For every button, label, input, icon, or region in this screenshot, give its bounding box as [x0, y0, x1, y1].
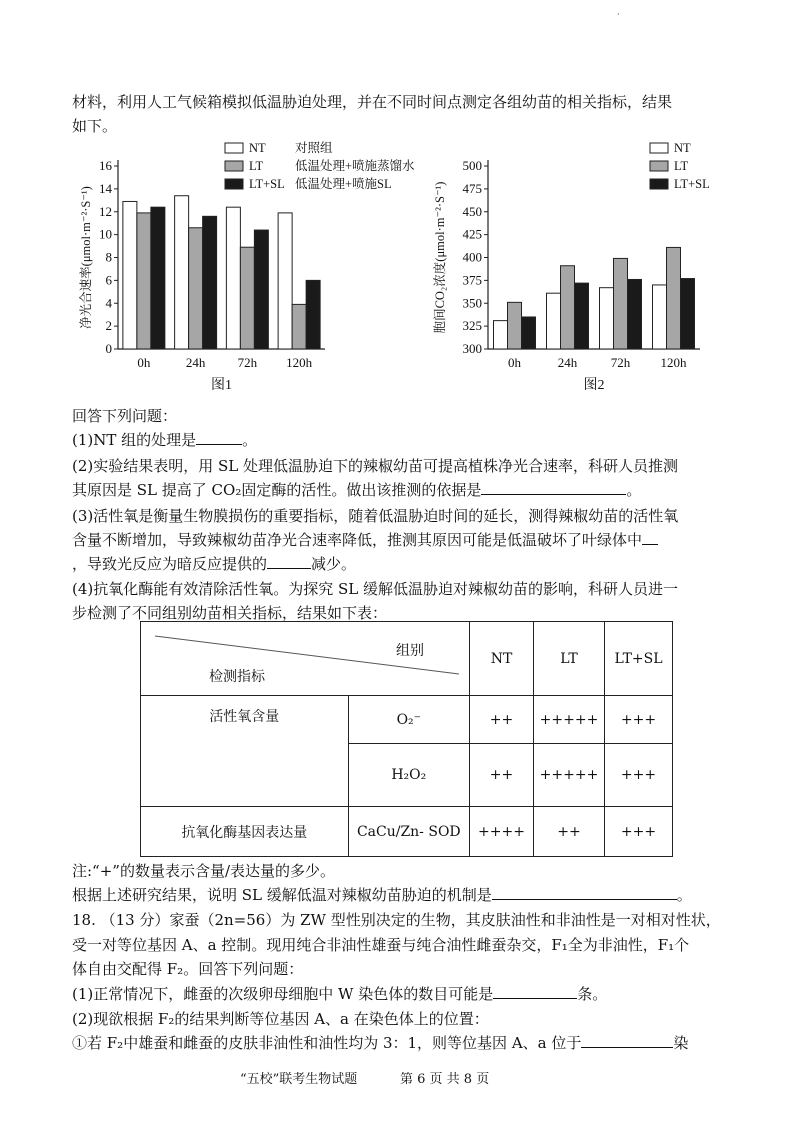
table-cell: +++	[605, 807, 673, 857]
legend-swatch	[650, 161, 668, 171]
bar-lt	[137, 213, 151, 349]
group-antioxidant-gene: 抗氧化酶基因表达量	[141, 807, 349, 857]
y-tick-label: 14	[99, 180, 112, 196]
bar-lt	[561, 266, 575, 349]
legend-label: NT	[249, 141, 266, 155]
y-tick-label: 450	[462, 203, 482, 219]
corner-label-indicator: 检测指标	[209, 669, 265, 685]
table-cell: ++++	[470, 807, 534, 857]
answer-blank-q18-1[interactable]	[493, 983, 577, 999]
results-table	[140, 621, 673, 857]
bar-lt	[508, 302, 522, 349]
bar-nt	[123, 201, 137, 349]
bar-nt	[278, 213, 292, 349]
table-cell: ++	[470, 696, 534, 744]
corner-label-group: 组别	[396, 643, 424, 659]
bar-lt	[614, 258, 628, 349]
group-reactive-oxygen: 活性氧含量	[141, 696, 349, 807]
y-tick-label: 0	[105, 341, 112, 356]
y-tick-label: 425	[462, 226, 482, 242]
y-tick-label: 475	[462, 180, 482, 196]
bar-nt	[653, 285, 667, 349]
table-row-indicator: H₂O₂	[348, 744, 469, 807]
bar-lt-sl	[254, 230, 268, 349]
figure-1-net-photosynthesis-chart	[70, 138, 430, 400]
x-tick-label: 0h	[137, 355, 151, 370]
legend-label: LT+SL	[674, 177, 710, 191]
q18-line-2: 受一对等位基因 A、a 控制。现用纯合非油性雄蚕与纯合油性雌蚕杂交，F₁全为非油性，F₁个	[72, 936, 690, 954]
legend-swatch	[650, 179, 668, 189]
table-note: 注:“+”的数量表示含量/表达量的多少。	[72, 862, 336, 880]
table-cell: +++	[605, 696, 673, 744]
table-cell: +++	[605, 744, 673, 807]
intro-line-2: 如下。	[72, 117, 118, 135]
bar-lt-sl	[522, 317, 536, 349]
question-3-line-2: 含量不断增加，导致辣椒幼苗净光合速率降低，推测其原因可能是低温破坏了叶绿体中	[72, 529, 658, 551]
question-2-line-2: 其原因是 SL 提高了 CO₂固定酶的活性。做出该推测的依据是 。	[72, 481, 642, 499]
table-row-indicator: CaCu/Zn- SOD	[348, 807, 469, 857]
legend-description: 低温处理+喷施SL	[295, 177, 392, 191]
table-cell: +++++	[534, 696, 605, 744]
bar-lt-sl	[151, 207, 165, 349]
question-3-line-3: ，导致光反应为暗反应提供的 减少。	[72, 555, 357, 573]
x-tick-label: 120h	[286, 355, 313, 370]
q18-sub-1: (1)正常情况下，雌蚕的次级卵母细胞中 W 染色体的数目可能是 条。	[72, 985, 608, 1003]
y-tick-label: 10	[99, 226, 112, 242]
y-tick-label: 6	[105, 272, 112, 288]
y-tick-label: 16	[99, 158, 112, 173]
chart-title: 图1	[211, 378, 232, 393]
y-tick-label: 325	[462, 318, 482, 334]
x-tick-label: 24h	[557, 355, 578, 370]
bar-nt	[494, 321, 508, 349]
legend-description: 对照组	[295, 141, 333, 155]
legend-label: LT+SL	[249, 177, 285, 191]
bar-lt-sl	[628, 279, 642, 349]
legend-description: 低温处理+喷施蒸馏水	[295, 159, 415, 173]
y-tick-label: 300	[462, 341, 482, 356]
answer-blank-mechanism[interactable]	[492, 884, 677, 900]
legend-swatch	[225, 143, 243, 153]
col-header-nt: NT	[470, 622, 534, 696]
legend-label: NT	[674, 141, 691, 155]
answer-blank-q18-2[interactable]	[581, 1032, 673, 1048]
y-tick-label: 12	[99, 203, 112, 219]
col-header-lt-sl: LT+SL	[605, 622, 673, 696]
legend-label: LT	[249, 159, 264, 173]
legend-swatch	[225, 161, 243, 171]
y-axis-label: 净光合速率(μmol·m⁻²·S⁻¹)	[79, 186, 93, 329]
y-tick-label: 8	[105, 249, 112, 265]
y-tick-label: 350	[462, 295, 482, 311]
table-cell: +++++	[534, 744, 605, 807]
table-cell: ++	[534, 807, 605, 857]
bar-nt	[175, 196, 189, 349]
question-4-line-2: 步检测了不同组别幼苗相关指标，结果如下表：	[72, 604, 388, 622]
answer-blank-q3b[interactable]	[267, 553, 311, 569]
footer-page-number: 第 6 页 共 8 页	[400, 1072, 490, 1087]
col-header-lt: LT	[534, 622, 605, 696]
figure-2-intercellular-co2-chart	[430, 138, 750, 400]
bar-nt	[600, 288, 614, 349]
q18-sub-2: (2)现欲根据 F₂的结果判断等位基因 A、a 在染色体上的位置：	[72, 1010, 489, 1028]
question-4-line-1: (4)抗氧化酶能有效清除活性氧。为探究 SL 缓解低温胁迫对辣椒幼苗的影响，科研人员进一	[72, 580, 679, 598]
bar-lt-sl	[203, 216, 217, 349]
question-1: (1)NT 组的处理是 。	[72, 431, 258, 449]
bar-lt	[292, 304, 306, 349]
questions-header: 回答下列问题：	[72, 407, 178, 425]
question-2-line-1: (2)实验结果表明，用 SL 处理低温胁迫下的辣椒幼苗可提高植株净光合速率，科研人员推测	[72, 457, 679, 475]
legend-swatch	[225, 179, 243, 189]
bar-lt	[189, 228, 203, 349]
y-tick-label: 375	[462, 272, 482, 288]
y-tick-label: 2	[105, 318, 112, 334]
legend-label: LT	[674, 159, 689, 173]
q18-line-3: 体自由交配得 F₂。回答下列问题：	[72, 960, 304, 978]
y-tick-label: 400	[462, 249, 482, 265]
chart-title: 图2	[583, 378, 605, 393]
q18-line-1: 18. （13 分）家蚕（2n=56）为 ZW 型性别决定的生物，其皮肤油性和非油性是一对相对性状，	[72, 911, 721, 929]
bar-lt-sl	[306, 280, 320, 349]
question-3-line-1: (3)活性氧是衡量生物膜损伤的重要指标，随着低温胁迫时间的延长，测得辣椒幼苗的活性氧	[72, 507, 679, 525]
bar-nt	[226, 207, 240, 349]
bar-lt-sl	[575, 283, 589, 349]
bar-lt	[240, 247, 254, 349]
conclusion-question: 根据上述研究结果，说明 SL 缓解低温对辣椒幼苗胁迫的机制是 。	[72, 886, 692, 904]
q18-sub-3: ①若 F₂中雄蚕和雌蚕的皮肤非油性和油性均为 3：1，则等位基因 A、a 位于 染	[72, 1034, 689, 1052]
y-tick-label: 500	[462, 158, 482, 173]
x-tick-label: 24h	[185, 355, 206, 370]
y-tick-label: 4	[105, 295, 112, 311]
answer-blank-q1[interactable]	[196, 429, 242, 445]
table-corner-cell	[141, 622, 470, 696]
legend-swatch	[650, 143, 668, 153]
x-tick-label: 0h	[508, 355, 521, 370]
answer-blank-q2[interactable]	[481, 479, 626, 495]
y-axis-label: 胞间CO₂浓度(μmol·m⁻²·S⁻¹)	[433, 181, 447, 334]
bar-nt	[547, 293, 561, 349]
bar-lt-sl	[681, 279, 695, 349]
x-tick-label: 72h	[610, 355, 631, 370]
intro-line-1: 材料，利用人工气候箱模拟低温胁迫处理，并在不同时间点测定各组幼苗的相关指标，结果	[72, 93, 673, 111]
corner-mark: ·	[617, 10, 620, 19]
x-tick-label: 72h	[237, 355, 258, 370]
table-row-indicator: O₂⁻	[348, 696, 469, 744]
bar-lt	[667, 247, 681, 349]
answer-blank-q3a[interactable]	[642, 529, 658, 545]
footer-school: “五校”联考生物试题	[240, 1072, 358, 1087]
x-tick-label: 120h	[660, 355, 687, 370]
table-cell: ++	[470, 744, 534, 807]
